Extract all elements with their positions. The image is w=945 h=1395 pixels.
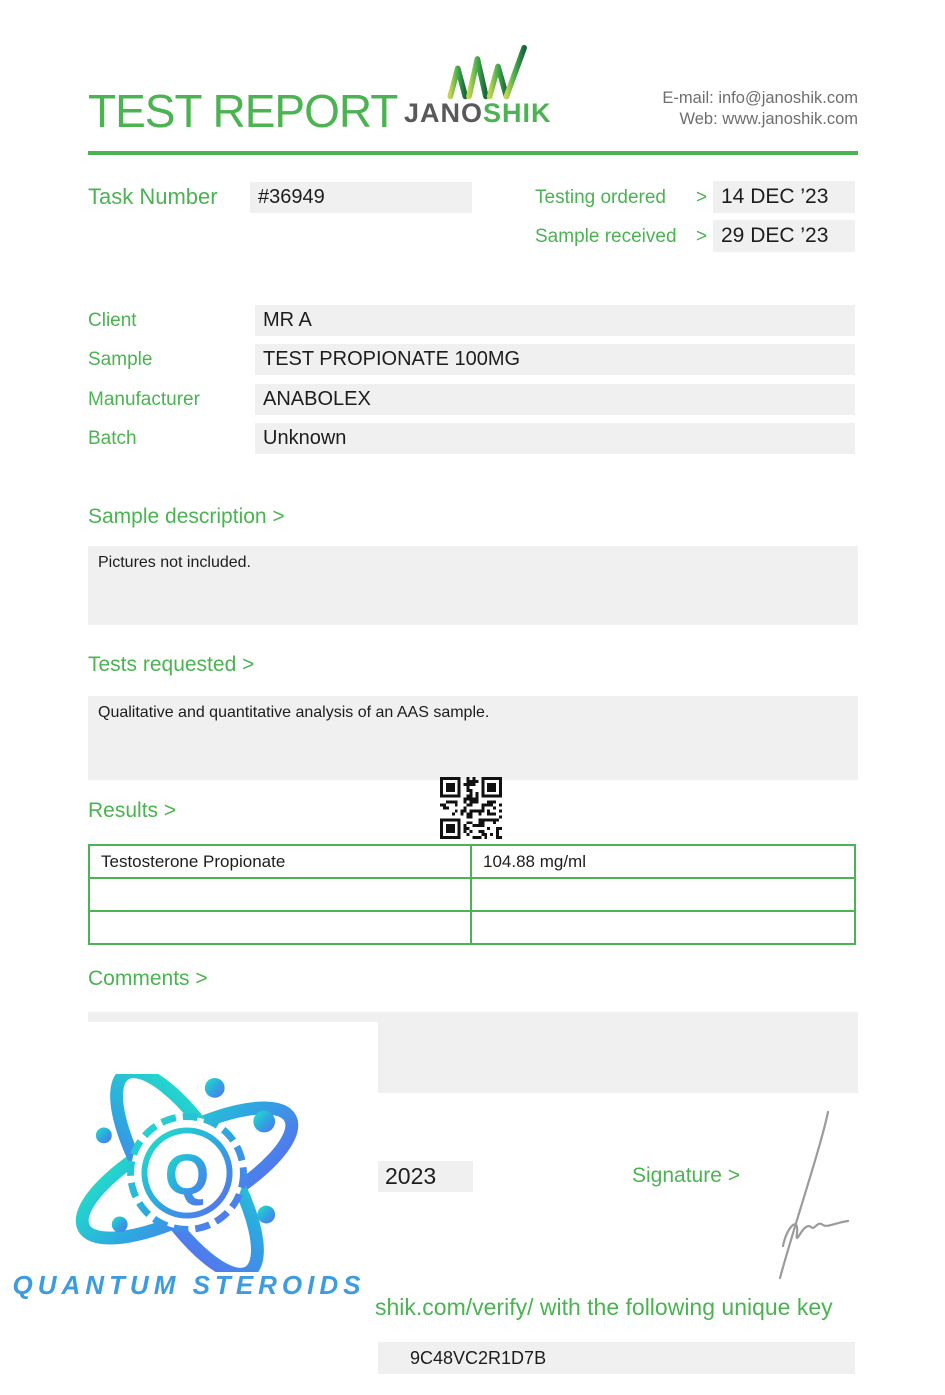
- quantum-brand-text: QUANTUM STEROIDS: [12, 1270, 366, 1300]
- header-divider: [88, 151, 858, 155]
- result-concentration: [471, 911, 855, 944]
- year-value: 2023: [378, 1161, 473, 1192]
- qr-code-icon: [440, 777, 502, 844]
- tests-requested-heading: Tests requested >: [88, 653, 255, 676]
- sample-label: Sample: [88, 349, 153, 370]
- verify-instruction: shik.com/verify/ with the following unique key: [375, 1294, 833, 1320]
- quantum-q-letter: Q: [164, 1142, 210, 1207]
- sample-value: TEST PROPIONATE 100MG: [255, 344, 855, 375]
- results-table: [88, 844, 856, 945]
- sample-received-arrow: >: [696, 226, 708, 247]
- results-heading: Results >: [88, 799, 177, 822]
- table-row: [89, 878, 855, 911]
- page-title: TEST REPORT: [88, 85, 398, 137]
- contact-info: [662, 88, 858, 130]
- task-number-value: #36949: [250, 182, 472, 213]
- contact-web: Web: www.janoshik.com: [679, 110, 858, 128]
- atom-orbit-icon: [58, 1074, 316, 1277]
- manufacturer-label: Manufacturer: [88, 389, 200, 410]
- janoshik-wordmark: [404, 98, 552, 129]
- comments-heading: Comments >: [88, 967, 208, 990]
- tests-requested-text: Qualitative and quantitative analysis of an AAS sample.: [98, 704, 490, 721]
- sample-description-box: [88, 546, 858, 625]
- result-substance: Testosterone Propionate: [89, 845, 471, 878]
- batch-value: Unknown: [255, 423, 855, 454]
- tests-requested-box: [88, 696, 858, 780]
- task-number-label: Task Number: [88, 184, 218, 209]
- client-value: MR A: [255, 305, 855, 336]
- result-substance: [89, 878, 471, 911]
- signature-label: Signature >: [632, 1164, 740, 1187]
- testing-ordered-label: Testing ordered: [535, 187, 666, 208]
- result-concentration: 104.88 mg/ml: [471, 845, 855, 878]
- sample-received-value: 29 DEC ’23: [713, 220, 855, 252]
- result-substance: [89, 911, 471, 944]
- batch-label: Batch: [88, 428, 137, 449]
- signature-scribble-icon: [750, 1108, 855, 1288]
- table-row: [89, 911, 855, 944]
- unique-key-value: 9C48VC2R1D7B: [378, 1342, 855, 1374]
- testing-ordered-value: 14 DEC ’23: [713, 181, 855, 213]
- result-concentration: [471, 878, 855, 911]
- quantum-steroids-logo: [0, 1022, 378, 1312]
- sample-received-label: Sample received: [535, 226, 677, 247]
- table-row: [89, 845, 855, 878]
- logo-shik-text: SHIK: [483, 98, 552, 128]
- client-label: Client: [88, 310, 137, 331]
- sample-description-text: Pictures not included.: [98, 554, 251, 571]
- logo-jano-text: JANO: [404, 98, 484, 128]
- contact-email: E-mail: info@janoshik.com: [662, 89, 858, 107]
- manufacturer-value: ANABOLEX: [255, 384, 855, 415]
- sample-description-heading: Sample description >: [88, 505, 285, 528]
- testing-ordered-arrow: >: [696, 187, 708, 208]
